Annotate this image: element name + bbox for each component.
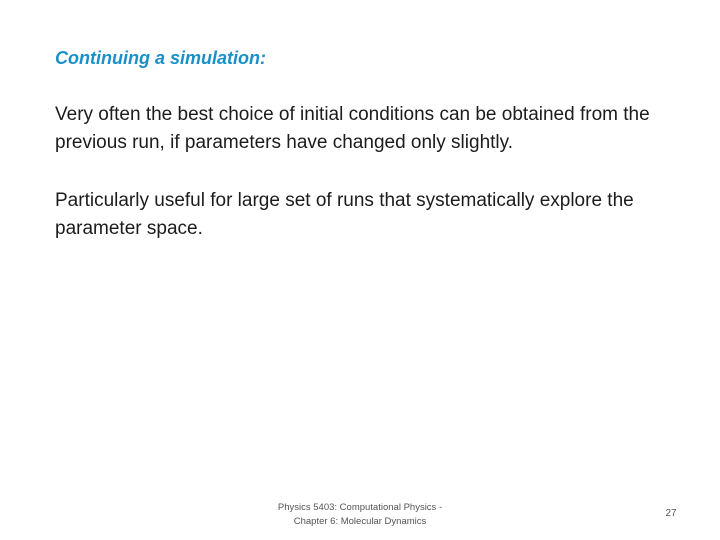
paragraph-initial-conditions: Very often the best choice of initial conditions can be obtained from the previous run, if parameters have changed only slightly. xyxy=(55,104,650,153)
footer-course-title: Physics 5403: Computational Physics - xyxy=(277,502,443,513)
slide-footer xyxy=(248,501,472,529)
paragraph-parameter-space: Particularly useful for large set of runs that systematically explore the parameter space. xyxy=(55,190,634,239)
slide-heading: Continuing a simulation: xyxy=(55,48,266,68)
footer-chapter-title: Chapter 6: Molecular Dynamics xyxy=(293,516,427,527)
page-number: 27 xyxy=(665,508,677,519)
